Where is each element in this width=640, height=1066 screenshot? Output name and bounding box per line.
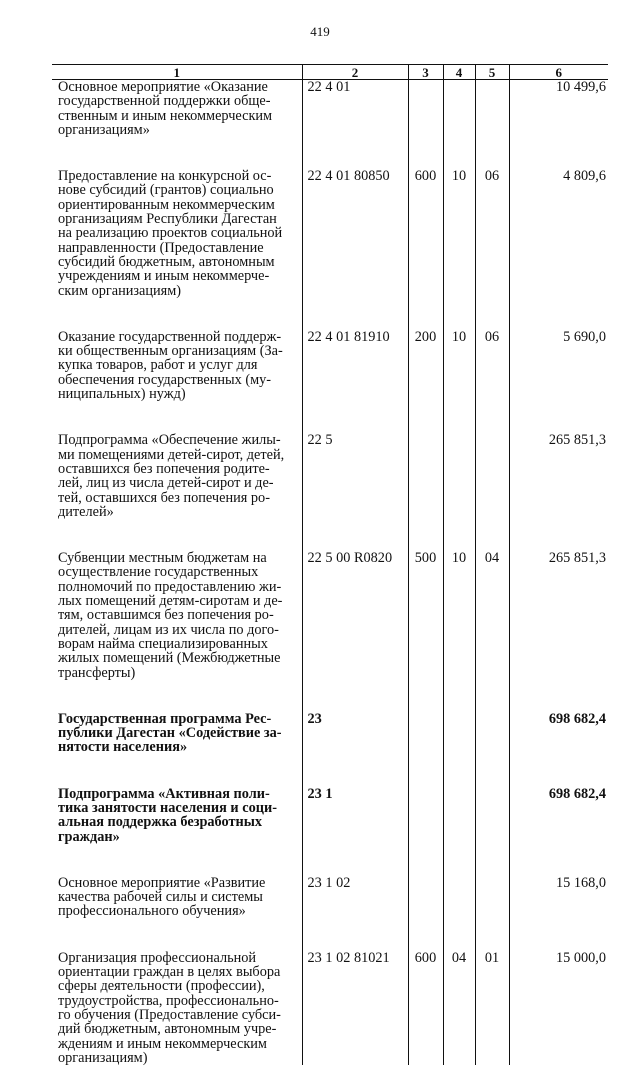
row-name <box>52 876 302 951</box>
row-name-line: государственной поддержки обще- <box>58 93 271 110</box>
page-number: 419 <box>310 24 330 39</box>
row-name-line: дителей, лицам из их числа по дого- <box>58 621 279 638</box>
column-header: 1 <box>52 65 302 80</box>
row-c4 <box>443 433 475 551</box>
row-name-line: Основное мероприятие «Развитие <box>58 874 266 891</box>
row-code: 22 4 01 81910 <box>302 330 408 433</box>
row-name-line: профессионального обучения» <box>58 903 246 920</box>
row-name <box>52 951 302 1065</box>
row-name-line: учреждениям и иным некоммерче- <box>58 268 270 285</box>
row-name-line: ждениям и иным некоммерческим <box>58 1035 267 1052</box>
row-name-line: полномочий по предоставлению жи- <box>58 578 282 595</box>
row-name-line: Подпрограмма «Обеспечение жилы- <box>58 432 281 449</box>
row-name <box>52 80 302 170</box>
table-body <box>52 80 608 1066</box>
row-name-line: на реализацию проектов социальной <box>58 225 283 242</box>
row-c4 <box>443 712 475 787</box>
table-row <box>52 433 608 551</box>
row-code: 23 <box>302 712 408 787</box>
column-header: 3 <box>408 65 443 80</box>
row-name-line: нятости населения» <box>58 739 188 756</box>
row-name-line: организациям) <box>58 1049 148 1066</box>
row-name-line: лей, лиц из числа детей-сирот и де- <box>58 475 274 492</box>
row-amount: 698 682,4 <box>509 712 608 787</box>
row-name-line: го обучения (Предоставление субси- <box>58 1006 281 1023</box>
row-c5: 04 <box>475 551 509 712</box>
row-name-line: качества рабочей силы и системы <box>58 889 263 906</box>
row-name <box>52 787 302 876</box>
row-amount: 265 851,3 <box>509 433 608 551</box>
row-name-line: ворам найма специализированных <box>58 635 268 652</box>
row-name-line: Организация профессиональной <box>58 949 257 966</box>
row-name-line: оставшихся без попечения родите- <box>58 460 270 477</box>
table-row <box>52 551 608 712</box>
row-name <box>52 330 302 433</box>
row-name-line: Государственная программа Рес- <box>58 710 272 727</box>
column-header: 5 <box>475 65 509 80</box>
row-amount: 5 690,0 <box>509 330 608 433</box>
row-name-line: ми помещениями детей-сирот, детей, <box>58 446 285 463</box>
row-name-line: дителей» <box>58 503 114 520</box>
row-name-line: Предоставление на конкурсной ос- <box>58 168 272 185</box>
row-c5: 01 <box>475 951 509 1065</box>
row-amount: 4 809,6 <box>509 169 608 330</box>
row-name-line: публики Дагестан «Содействие за- <box>58 725 282 742</box>
budget-table <box>52 64 608 1065</box>
row-c3: 600 <box>408 951 443 1065</box>
row-name-line: осуществление государственных <box>58 564 259 581</box>
table-row <box>52 330 608 433</box>
row-c3 <box>408 712 443 787</box>
row-c5 <box>475 712 509 787</box>
row-c3 <box>408 876 443 951</box>
row-name-line: субсидий бюджетным, автономным <box>58 253 275 270</box>
row-name-line: трансферты) <box>58 664 136 681</box>
row-name-line: ственным и иным некоммерческим <box>58 107 273 124</box>
row-code: 23 1 <box>302 787 408 876</box>
row-amount: 15 168,0 <box>509 876 608 951</box>
row-name-line: альная поддержка безработных <box>58 814 263 831</box>
row-name-line: жилых помещений (Межбюджетные <box>58 650 281 667</box>
row-name <box>52 169 302 330</box>
row-name-line: организациям» <box>58 121 150 138</box>
row-name-line: тям, оставшимся без попечения ро- <box>58 607 274 624</box>
row-name-line: ниципальных) нужд) <box>58 386 186 403</box>
row-c5: 06 <box>475 330 509 433</box>
row-c4 <box>443 876 475 951</box>
row-amount: 10 499,6 <box>509 80 608 170</box>
row-name-line: тей, оставшихся без попечения ро- <box>58 489 270 506</box>
row-amount: 15 000,0 <box>509 951 608 1065</box>
row-name-line: организациям Республики Дагестан <box>58 211 277 228</box>
row-name-line: ским организациям) <box>58 282 182 299</box>
row-code: 23 1 02 81021 <box>302 951 408 1065</box>
row-name-line: трудоустройства, профессионально- <box>58 992 279 1009</box>
row-name-line: купка товаров, работ и услуг для <box>58 357 258 374</box>
table-header-row <box>52 65 608 80</box>
row-code: 22 5 <box>302 433 408 551</box>
row-c3: 200 <box>408 330 443 433</box>
row-name <box>52 433 302 551</box>
table-row <box>52 169 608 330</box>
row-c3: 600 <box>408 169 443 330</box>
column-header: 2 <box>302 65 408 80</box>
row-c3 <box>408 787 443 876</box>
row-c5 <box>475 876 509 951</box>
row-c3 <box>408 433 443 551</box>
row-name-line: направленности (Предоставление <box>58 239 264 256</box>
row-code: 22 4 01 80850 <box>302 169 408 330</box>
row-c4: 10 <box>443 330 475 433</box>
row-c4: 10 <box>443 169 475 330</box>
table-row <box>52 951 608 1065</box>
row-code: 22 5 00 R0820 <box>302 551 408 712</box>
row-name-line: Основное мероприятие «Оказание <box>58 79 268 95</box>
column-header: 4 <box>443 65 475 80</box>
table-row <box>52 787 608 876</box>
row-c3 <box>408 80 443 170</box>
table-row <box>52 876 608 951</box>
row-amount: 265 851,3 <box>509 551 608 712</box>
row-name-line: сферы деятельности (профессии), <box>58 978 265 995</box>
row-name-line: дий бюджетным, автономным учре- <box>58 1021 277 1038</box>
row-c4: 10 <box>443 551 475 712</box>
row-name-line: ориентированным некоммерческим <box>58 196 275 213</box>
row-c4 <box>443 787 475 876</box>
row-name-line: обеспечения государственных (му- <box>58 371 272 388</box>
table-row <box>52 712 608 787</box>
row-c5 <box>475 433 509 551</box>
row-c3: 500 <box>408 551 443 712</box>
row-name-line: Подпрограмма «Активная поли- <box>58 785 270 802</box>
row-name-line: граждан» <box>58 828 120 845</box>
row-c5 <box>475 80 509 170</box>
column-header: 6 <box>509 65 608 80</box>
row-name-line: Субвенции местным бюджетам на <box>58 550 267 567</box>
row-c4: 04 <box>443 951 475 1065</box>
row-name-line: нове субсидий (грантов) социально <box>58 182 274 199</box>
row-name-line: ориентации граждан в целях выбора <box>58 964 281 981</box>
row-amount: 698 682,4 <box>509 787 608 876</box>
row-name-line: лых помещений детям-сиротам и де- <box>58 593 283 610</box>
row-c4 <box>443 80 475 170</box>
row-name-line: Оказание государственной поддерж- <box>58 328 282 345</box>
row-code: 22 4 01 <box>302 80 408 170</box>
row-name <box>52 712 302 787</box>
row-name-line: ки общественным организациям (За- <box>58 343 283 360</box>
row-name <box>52 551 302 712</box>
row-name-line: тика занятости населения и соци- <box>58 799 277 816</box>
table-row <box>52 80 608 170</box>
row-c5 <box>475 787 509 876</box>
row-code: 23 1 02 <box>302 876 408 951</box>
row-c5: 06 <box>475 169 509 330</box>
